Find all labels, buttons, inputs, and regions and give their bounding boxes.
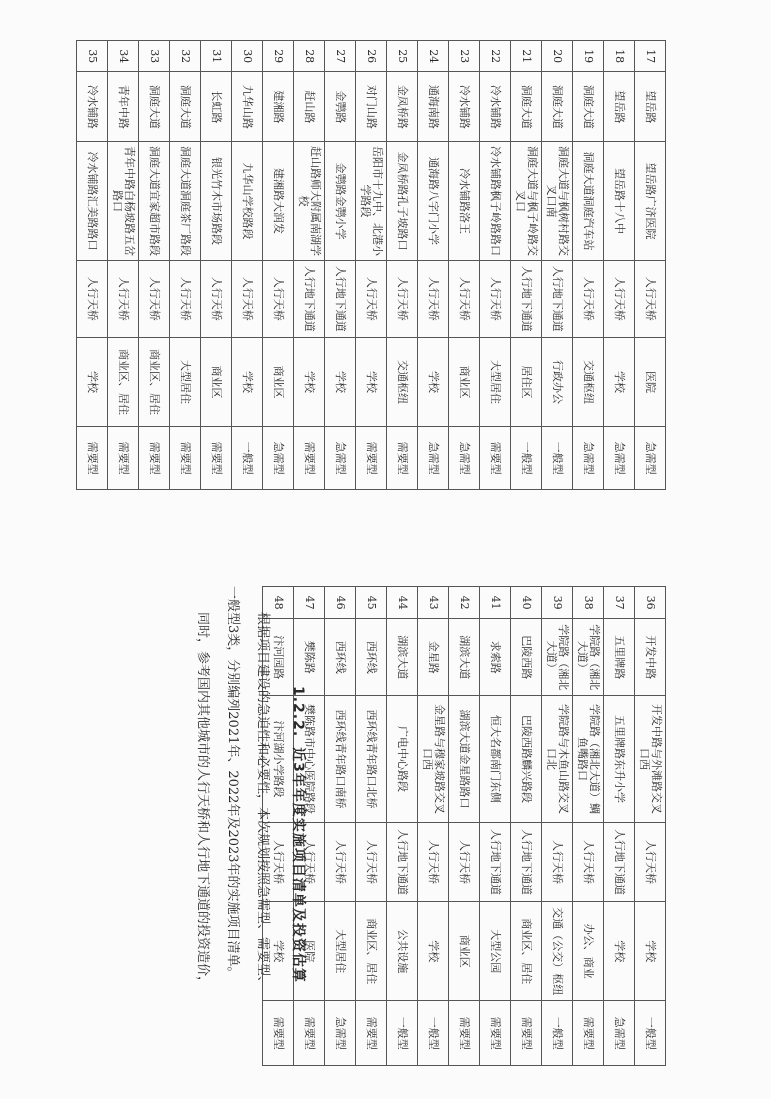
road-name-cell: 金鹗路: [325, 72, 356, 142]
table-row: [449, 587, 480, 1066]
crossing-type-cell: 人行天桥: [294, 822, 325, 901]
priority-cell: 急需型: [325, 1001, 356, 1066]
location-cell: 建湘路大润发: [263, 142, 294, 260]
road-name-cell: 冷水铺路: [77, 72, 108, 142]
crossing-type-cell: 人行天桥: [108, 260, 139, 337]
row-number-cell: 32: [170, 41, 201, 72]
land-use-cell: 行政办公: [542, 337, 573, 426]
crossing-type-cell: 人行天桥: [418, 822, 449, 901]
location-cell: 洞庭大道洞庭茶厂路段: [170, 142, 201, 260]
priority-cell: 急需型: [604, 427, 635, 490]
table-row: [511, 587, 542, 1066]
priority-cell: 一般型: [511, 427, 542, 490]
crossing-type-cell: 人行地下通道: [542, 260, 573, 337]
priority-cell: 急需型: [635, 427, 666, 490]
priority-cell: 需要型: [108, 427, 139, 490]
priority-cell: 需要型: [511, 1001, 542, 1066]
land-use-cell: 大型居住: [480, 337, 511, 426]
row-number-cell: 40: [511, 587, 542, 619]
location-cell: 五里牌路东升小学: [604, 696, 635, 823]
land-use-cell: 交通枢纽: [387, 337, 418, 426]
table-row: [418, 587, 449, 1066]
row-number-cell: 22: [480, 41, 511, 72]
table-row: [139, 41, 170, 490]
table-row: [201, 41, 232, 490]
road-name-cell: 对门山路: [356, 72, 387, 142]
row-number-cell: 35: [77, 41, 108, 72]
table-row: [77, 41, 108, 490]
paragraph-line: 根据项目建设的急迫性和必要性，本次规划按照急需型、需要型、: [255, 612, 270, 990]
priority-cell: 一般型: [635, 1001, 666, 1066]
row-number-cell: 17: [635, 41, 666, 72]
row-number-cell: 41: [480, 587, 511, 619]
location-cell: 洞庭大道与枫子岭路交叉口: [511, 142, 542, 260]
land-use-cell: 学校: [77, 337, 108, 426]
land-use-cell: 交通（公交）枢纽: [542, 902, 573, 1001]
row-number-cell: 31: [201, 41, 232, 72]
road-name-cell: 开发中路: [635, 619, 666, 696]
priority-cell: 急需型: [449, 427, 480, 490]
priority-cell: 需要型: [294, 1001, 325, 1066]
road-name-cell: 学院路（湘北大道）: [542, 619, 573, 696]
land-use-cell: 交通枢纽: [573, 337, 604, 426]
land-use-cell: 商业区: [263, 337, 294, 426]
priority-cell: 需要型: [294, 427, 325, 490]
road-name-cell: 西环线: [325, 619, 356, 696]
land-use-cell: 学校: [604, 902, 635, 1001]
crossing-type-cell: 人行天桥: [449, 822, 480, 901]
land-use-cell: 大型居住: [325, 902, 356, 1001]
row-number-cell: 26: [356, 41, 387, 72]
location-cell: 湖滨大道金星路路口: [449, 696, 480, 823]
priority-cell: 需要型: [139, 427, 170, 490]
road-name-cell: 长虹路: [201, 72, 232, 142]
table-row: [604, 587, 635, 1066]
location-cell: 恒大名都南门东侧: [480, 696, 511, 823]
priority-cell: 急需型: [604, 1001, 635, 1066]
row-number-cell: 27: [325, 41, 356, 72]
row-number-cell: 38: [573, 587, 604, 619]
location-cell: 汴河湖小学路段: [263, 696, 294, 823]
crossing-type-cell: 人行地下通道: [325, 260, 356, 337]
row-number-cell: 46: [325, 587, 356, 619]
road-name-cell: 巴陵西路: [511, 619, 542, 696]
row-number-cell: 33: [139, 41, 170, 72]
crossing-type-cell: 人行地下通道: [387, 822, 418, 901]
road-name-cell: 洞庭大道: [542, 72, 573, 142]
road-name-cell: 青年中路: [108, 72, 139, 142]
project-table-left: [76, 40, 666, 490]
location-cell: 通海路八字门小学: [418, 142, 449, 260]
land-use-cell: 学校: [325, 337, 356, 426]
row-number-cell: 43: [418, 587, 449, 619]
location-cell: 岳阳市十九中、北港小学路段: [356, 142, 387, 260]
priority-cell: 一般型: [418, 1001, 449, 1066]
row-number-cell: 23: [449, 41, 480, 72]
table-row: [263, 41, 294, 490]
priority-cell: 急需型: [418, 427, 449, 490]
table-row: [325, 41, 356, 490]
location-cell: 望岳路广济医院: [635, 142, 666, 260]
priority-cell: 急需型: [325, 427, 356, 490]
crossing-type-cell: 人行天桥: [139, 260, 170, 337]
crossing-type-cell: 人行地下通道: [604, 822, 635, 901]
road-name-cell: 赶山路: [294, 72, 325, 142]
table-row: [356, 41, 387, 490]
project-table-right: [262, 586, 666, 1066]
table-row: [573, 587, 604, 1066]
table-row: [635, 41, 666, 490]
location-cell: 银光竹木市场路段: [201, 142, 232, 260]
land-use-cell: 学校: [294, 337, 325, 426]
priority-cell: 一般型: [387, 1001, 418, 1066]
location-cell: 赶山路师大附属南湖学校: [294, 142, 325, 260]
row-number-cell: 21: [511, 41, 542, 72]
road-name-cell: 洞庭大道: [511, 72, 542, 142]
crossing-type-cell: 人行天桥: [418, 260, 449, 337]
land-use-cell: 商业区、居住: [511, 902, 542, 1001]
land-use-cell: 办公、商业: [573, 902, 604, 1001]
land-use-cell: 商业区: [449, 337, 480, 426]
row-number-cell: 37: [604, 587, 635, 619]
land-use-cell: 学校: [418, 337, 449, 426]
priority-cell: 需要型: [387, 427, 418, 490]
location-cell: 巴陵西路麟兴路段: [511, 696, 542, 823]
road-name-cell: 九华山路: [232, 72, 263, 142]
location-cell: 广电中心路段: [387, 696, 418, 823]
table-row: [356, 587, 387, 1066]
crossing-type-cell: 人行天桥: [573, 822, 604, 901]
table-row: [418, 41, 449, 490]
priority-cell: 需要型: [201, 427, 232, 490]
land-use-cell: 学校: [263, 902, 294, 1001]
priority-cell: 需要型: [573, 1001, 604, 1066]
location-cell: 洞庭大道宜家超市路段: [139, 142, 170, 260]
road-name-cell: 西环线: [356, 619, 387, 696]
section-heading: [289, 686, 309, 983]
location-cell: 青年中路白杨坡路五岔路口: [108, 142, 139, 260]
location-cell: 金鹗路金鹗小学: [325, 142, 356, 260]
table-row: [108, 41, 139, 490]
row-number-cell: 29: [263, 41, 294, 72]
location-cell: 金星路与穆家坡路交叉口西: [418, 696, 449, 823]
land-use-cell: 居住区: [511, 337, 542, 426]
priority-cell: 需要型: [356, 427, 387, 490]
priority-cell: 急需型: [263, 427, 294, 490]
road-name-cell: 湖滨大道: [387, 619, 418, 696]
crossing-type-cell: 人行天桥: [542, 822, 573, 901]
road-name-cell: 洞庭大道: [170, 72, 201, 142]
priority-cell: 需要型: [170, 427, 201, 490]
land-use-cell: 商业区、居住: [139, 337, 170, 426]
location-cell: 望岳路十八中: [604, 142, 635, 260]
crossing-type-cell: 人行天桥: [387, 260, 418, 337]
row-number-cell: 48: [263, 587, 294, 619]
crossing-type-cell: 人行地下通道: [511, 822, 542, 901]
table-row: [170, 41, 201, 490]
location-cell: 西环线青年路口南桥: [325, 696, 356, 823]
crossing-type-cell: 人行地下通道: [294, 260, 325, 337]
table-row: [635, 587, 666, 1066]
priority-cell: 一般型: [542, 427, 573, 490]
section-title: 近3年年度实施项目清单及投资估算: [290, 747, 306, 983]
paragraph-line: 同时，参考国内其他城市的人行天桥和人行地下通道的投资造价，: [195, 612, 210, 990]
table-row: [387, 41, 418, 490]
priority-cell: 急需型: [573, 427, 604, 490]
road-name-cell: 学院路（湘北大道）: [573, 619, 604, 696]
crossing-type-cell: 人行天桥: [356, 260, 387, 337]
row-number-cell: 39: [542, 587, 573, 619]
priority-cell: 需要型: [263, 1001, 294, 1066]
crossing-type-cell: 人行天桥: [635, 260, 666, 337]
land-use-cell: 学校: [356, 337, 387, 426]
land-use-cell: 商业区: [449, 902, 480, 1001]
row-number-cell: 19: [573, 41, 604, 72]
location-cell: 冷水铺路枫子岭路路口: [480, 142, 511, 260]
location-cell: 九华山学校路段: [232, 142, 263, 260]
row-number-cell: 20: [542, 41, 573, 72]
road-name-cell: 金凤桥路: [387, 72, 418, 142]
crossing-type-cell: 人行天桥: [263, 260, 294, 337]
row-number-cell: 44: [387, 587, 418, 619]
road-name-cell: 望岳路: [635, 72, 666, 142]
land-use-cell: 医院: [294, 902, 325, 1001]
crossing-type-cell: 人行天桥: [325, 822, 356, 901]
table-row: [604, 41, 635, 490]
section-number: 1.2.2.: [290, 686, 306, 738]
road-name-cell: 望岳路: [604, 72, 635, 142]
row-number-cell: 18: [604, 41, 635, 72]
table-row: [387, 587, 418, 1066]
row-number-cell: 36: [635, 587, 666, 619]
row-number-cell: 28: [294, 41, 325, 72]
road-name-cell: 汴河园路: [263, 619, 294, 696]
road-name-cell: 通海南路: [418, 72, 449, 142]
table-row: [449, 41, 480, 490]
table-row: [232, 41, 263, 490]
land-use-cell: 学校: [635, 902, 666, 1001]
row-number-cell: 30: [232, 41, 263, 72]
land-use-cell: 医院: [635, 337, 666, 426]
road-name-cell: 樊陈路: [294, 619, 325, 696]
priority-cell: 一般型: [232, 427, 263, 490]
land-use-cell: 商业区: [201, 337, 232, 426]
crossing-type-cell: 人行天桥: [170, 260, 201, 337]
location-cell: 冷水铺路洛王: [449, 142, 480, 260]
crossing-type-cell: 人行天桥: [232, 260, 263, 337]
crossing-type-cell: 人行天桥: [635, 822, 666, 901]
row-number-cell: 25: [387, 41, 418, 72]
table-row: [325, 587, 356, 1066]
road-name-cell: 洞庭大道: [139, 72, 170, 142]
location-cell: 洞庭大道与枫树村路交叉口南: [542, 142, 573, 260]
row-number-cell: 45: [356, 587, 387, 619]
table-row: [511, 41, 542, 490]
location-cell: 学院路与木鱼山路交叉口北: [542, 696, 573, 823]
land-use-cell: 大型公园: [480, 902, 511, 1001]
crossing-type-cell: 人行天桥: [201, 260, 232, 337]
crossing-type-cell: 人行地下通道: [480, 822, 511, 901]
row-number-cell: 47: [294, 587, 325, 619]
road-name-cell: 冷水铺路: [449, 72, 480, 142]
priority-cell: 需要型: [449, 1001, 480, 1066]
location-cell: 学院路（湘北大道）鲷鱼嘴路口: [573, 696, 604, 823]
land-use-cell: 公共设施: [387, 902, 418, 1001]
row-number-cell: 42: [449, 587, 480, 619]
row-number-cell: 34: [108, 41, 139, 72]
location-cell: 冷水铺路汇美路路口: [77, 142, 108, 260]
land-use-cell: 学校: [418, 902, 449, 1001]
land-use-cell: 学校: [232, 337, 263, 426]
table-row: [542, 587, 573, 1066]
priority-cell: 需要型: [356, 1001, 387, 1066]
priority-cell: 一般型: [542, 1001, 573, 1066]
road-name-cell: 冷水铺路: [480, 72, 511, 142]
table-row: [480, 41, 511, 490]
crossing-type-cell: 人行天桥: [263, 822, 294, 901]
priority-cell: 需要型: [480, 427, 511, 490]
row-number-cell: 24: [418, 41, 449, 72]
priority-cell: 需要型: [77, 427, 108, 490]
land-use-cell: 商业区、居住: [108, 337, 139, 426]
crossing-type-cell: 人行天桥: [449, 260, 480, 337]
road-name-cell: 洞庭大道: [573, 72, 604, 142]
crossing-type-cell: 人行地下通道: [511, 260, 542, 337]
road-name-cell: 求索路: [480, 619, 511, 696]
crossing-type-cell: 人行天桥: [480, 260, 511, 337]
road-name-cell: 湖滨大道: [449, 619, 480, 696]
land-use-cell: 大型居住: [170, 337, 201, 426]
land-use-cell: 商业区、居住: [356, 902, 387, 1001]
location-cell: 洞庭大道洞庭汽车站: [573, 142, 604, 260]
location-cell: 西环线青年路口北桥: [356, 696, 387, 823]
road-name-cell: 五里牌路: [604, 619, 635, 696]
road-name-cell: 建湘路: [263, 72, 294, 142]
location-cell: 樊陈路市中心医院路段: [294, 696, 325, 823]
crossing-type-cell: 人行天桥: [356, 822, 387, 901]
paragraph-line: 一般型3类，分别编列2021年、2022年及2023年的实施项目清单。: [225, 586, 240, 980]
table-row: [573, 41, 604, 490]
crossing-type-cell: 人行天桥: [77, 260, 108, 337]
crossing-type-cell: 人行天桥: [573, 260, 604, 337]
priority-cell: 需要型: [480, 1001, 511, 1066]
land-use-cell: 学校: [604, 337, 635, 426]
road-name-cell: 金星路: [418, 619, 449, 696]
table-row: [542, 41, 573, 490]
table-row: [480, 587, 511, 1066]
crossing-type-cell: 人行天桥: [604, 260, 635, 337]
table-row: [294, 41, 325, 490]
location-cell: 金凤桥路孔子坡路口: [387, 142, 418, 260]
location-cell: 开发中路与外滩路交叉口西: [635, 696, 666, 823]
